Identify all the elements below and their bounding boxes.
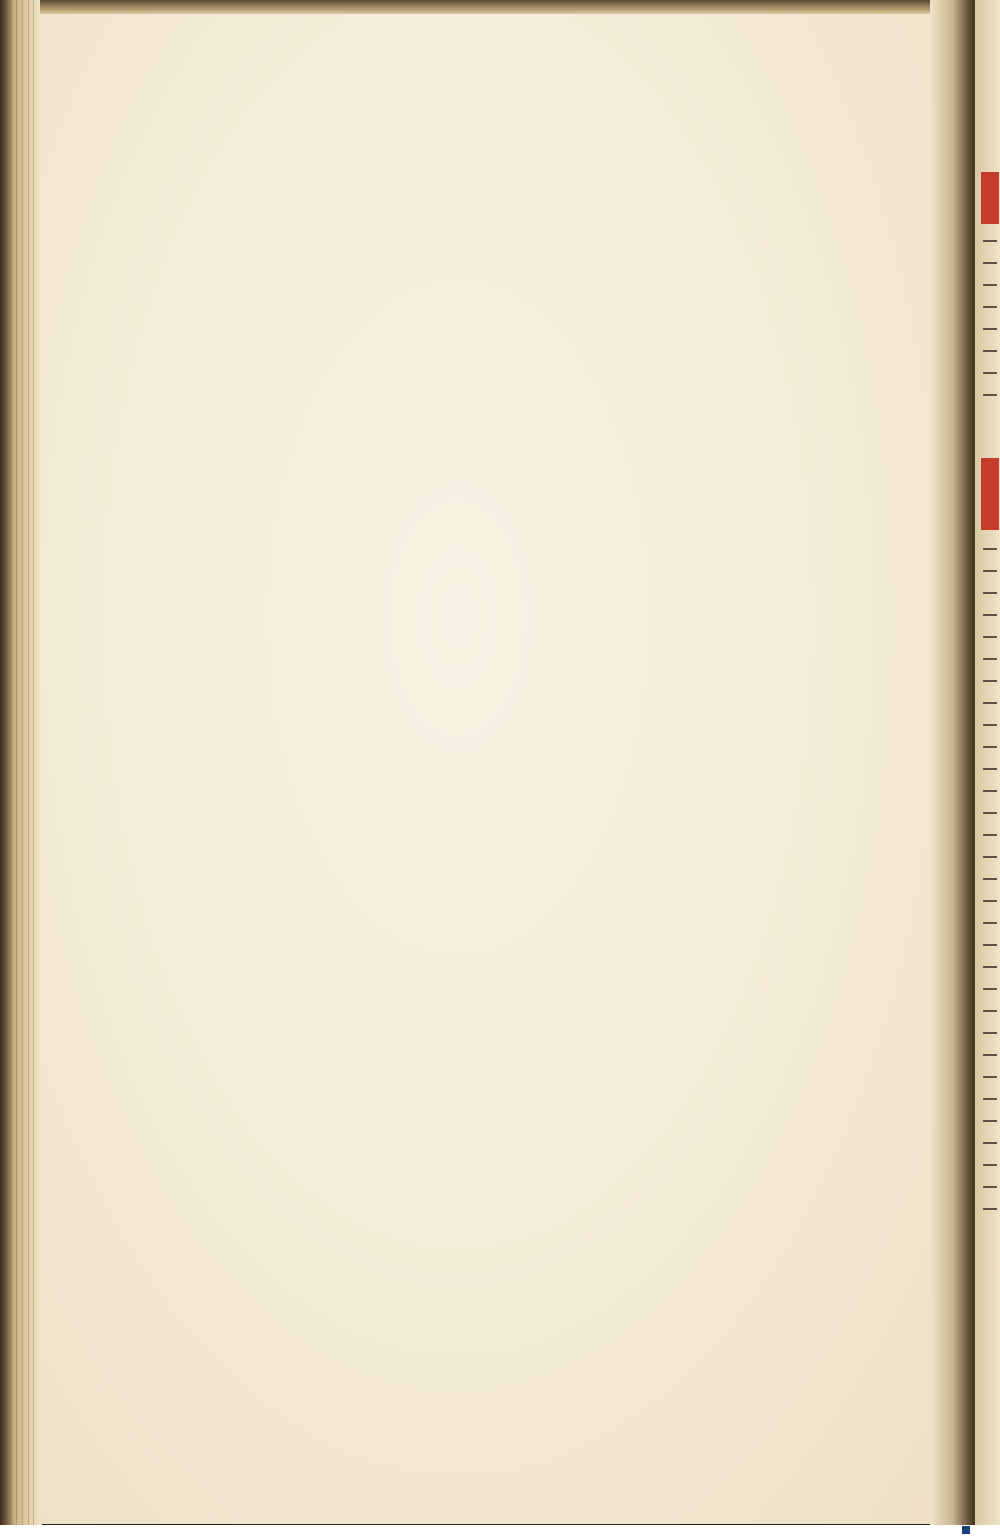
text-column-right (612, 176, 912, 211)
adjacent-page (975, 0, 1000, 1525)
page-edge-left (0, 0, 42, 1525)
book-gutter (930, 0, 980, 1525)
parchment-page (40, 14, 968, 1524)
rubric-heading-line-1 (612, 176, 912, 194)
footer-bar (0, 1525, 1000, 1536)
running-head-left (368, 116, 488, 150)
running-head-right (718, 108, 808, 156)
rubric-heading-line-2 (612, 194, 912, 212)
dfg-logo (962, 1526, 996, 1535)
